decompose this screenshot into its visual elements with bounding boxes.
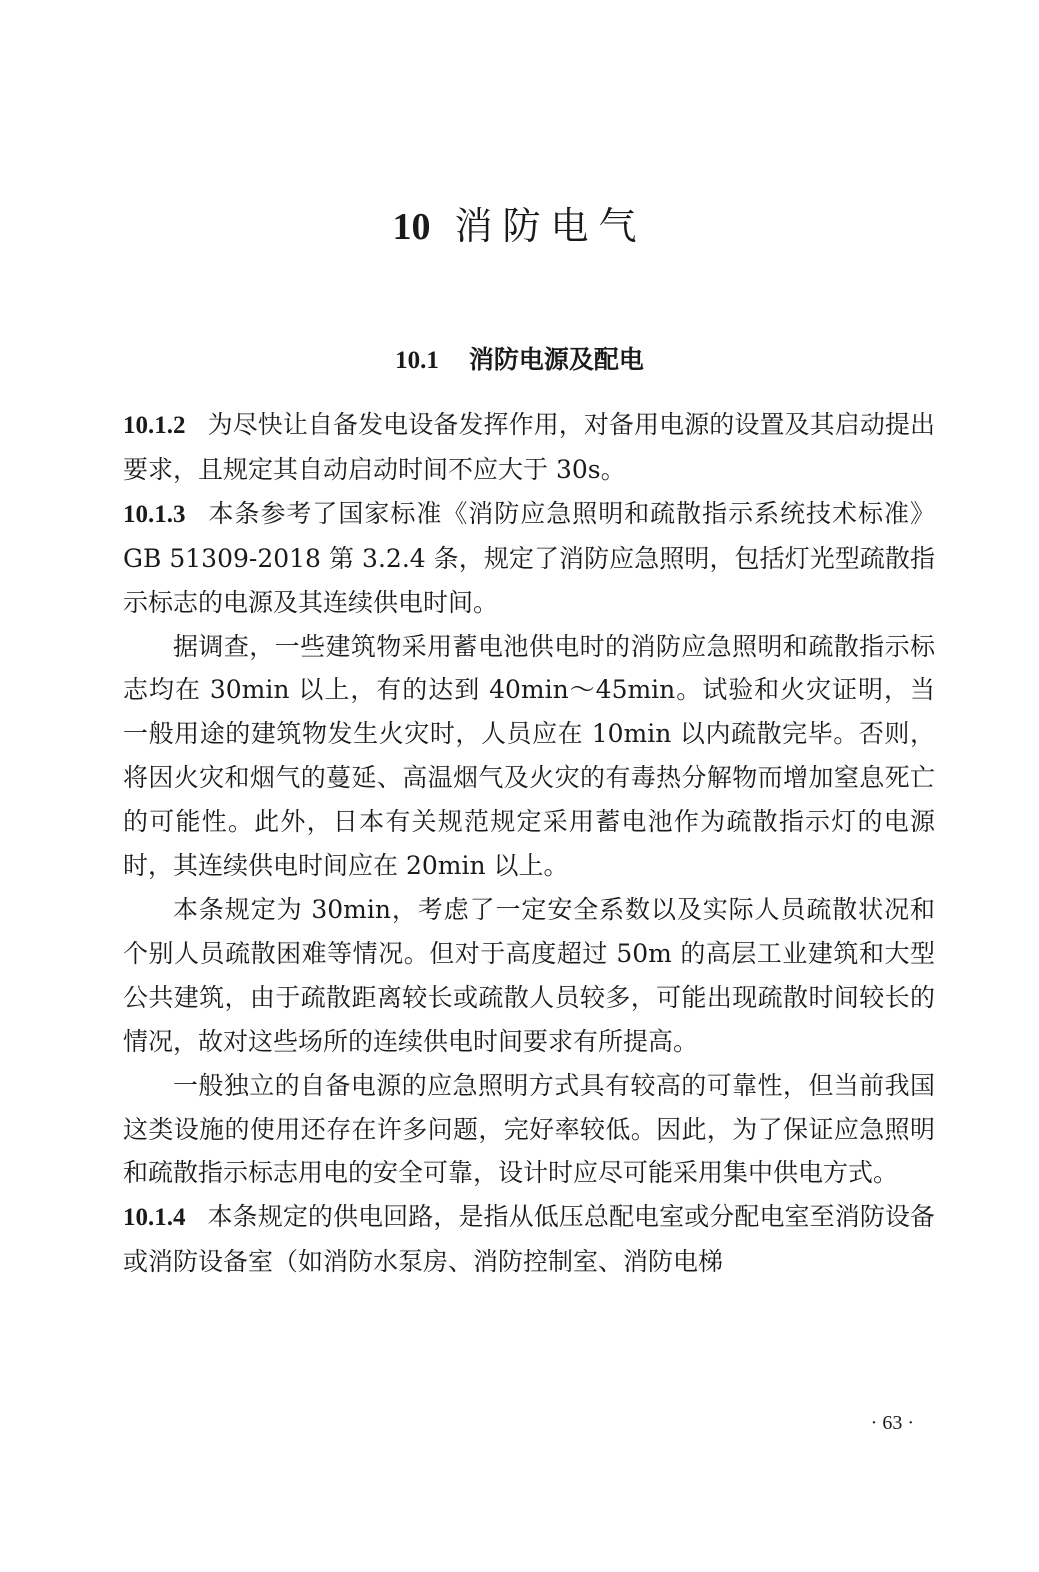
chapter-heading bbox=[0, 198, 1039, 255]
clause-10-1-3 bbox=[123, 492, 935, 625]
clause-10-1-4 bbox=[123, 1195, 935, 1284]
clause-text: 本条参考了国家标准《消防应急照明和疏散指示系统技术标准》GB 51309-2018 第 3.2.4 条，规定了消防应急照明，包括灯光型疏散指示标志的电源及其连续供电时间。 bbox=[123, 498, 935, 617]
chapter-title: 消防电气 bbox=[454, 204, 647, 248]
clause-number: 10.1.4 bbox=[123, 1204, 186, 1232]
clause-number: 10.1.2 bbox=[123, 412, 186, 439]
clause-10-1-2 bbox=[123, 403, 935, 492]
section-title: 消防电源及配电 bbox=[468, 345, 644, 374]
section-number: 10.1 bbox=[395, 347, 439, 374]
paragraph: 本条规定为 30min，考虑了一定安全系数以及实际人员疏散状况和个别人员疏散困难等情况。但对于高度超过 50m 的高层工业建筑和大型公共建筑，由于疏散距离较长或疏散人员较多，可能出现疏散时间较长的情况，故对这些场所的连续供电时间要求有所提高。 bbox=[123, 894, 935, 1056]
paragraph: 据调查，一些建筑物采用蓄电池供电时的消防应急照明和疏散指示标志均在 30min 以上，有的达到 40min～45min。试验和火灾证明，当一般用途的建筑物发生火灾时，人员应在 10min 以内疏散完毕。否则，将因火灾和烟气的蔓延、高温烟气及火灾的有毒热分解物而增加窒息死亡的可能性。此外，日本有关规范规定采用蓄电池作为疏散指示灯的电源时，其连续供电时间应在 20min 以上。 bbox=[123, 631, 935, 881]
chapter-number: 10 bbox=[392, 206, 431, 248]
section-heading bbox=[0, 340, 1039, 381]
clause-text: 本条规定的供电回路，是指从低压总配电室或分配电室至消防设备或消防设备室（如消防水泵房、消防控制室、消防电梯 bbox=[123, 1202, 935, 1277]
paragraph: 一般独立的自备电源的应急照明方式具有较高的可靠性，但当前我国这类设施的使用还存在许多问题，完好率较低。因此，为了保证应急照明和疏散指示标志用电的安全可靠，设计时应尽可能采用集中供电方式。 bbox=[123, 1070, 935, 1188]
page-number: · 63 · bbox=[870, 1412, 914, 1434]
clause-number: 10.1.3 bbox=[123, 500, 186, 528]
clause-text: 为尽快让自备发电设备发挥作用，对备用电源的设置及其启动提出要求，且规定其自动启动时间不应大于 30s。 bbox=[123, 410, 935, 484]
body-text bbox=[123, 403, 935, 1284]
